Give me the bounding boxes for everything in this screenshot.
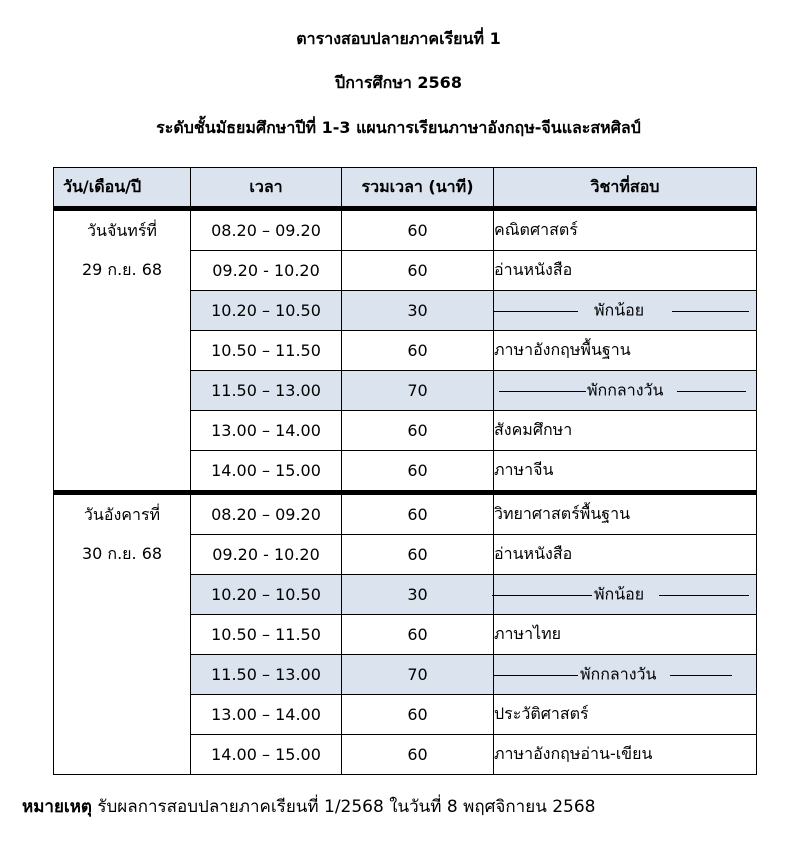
minutes-cell: 70 <box>342 371 494 411</box>
day-group-monday <box>54 209 757 493</box>
break-label: พักน้อย <box>594 584 645 603</box>
break-line-right <box>670 675 732 676</box>
break-line-right <box>672 311 749 312</box>
time-cell: 14.00 – 15.00 <box>191 451 342 493</box>
day-group-tuesday <box>54 493 757 775</box>
minutes-cell: 60 <box>342 331 494 371</box>
time-cell: 13.00 – 14.00 <box>191 411 342 451</box>
subject-cell: อ่านหนังสือ <box>494 535 757 575</box>
table-row <box>54 493 757 535</box>
break-line-left <box>499 391 586 392</box>
time-cell: 09.20 - 10.20 <box>191 535 342 575</box>
break-cell <box>494 291 757 331</box>
academic-year: ปีการศึกษา 2568 <box>335 73 462 92</box>
minutes-cell: 60 <box>342 209 494 251</box>
minutes-cell: 60 <box>342 615 494 655</box>
day-name: วันอังคารที่ <box>83 505 161 524</box>
exam-date: 29 ก.ย. 68 <box>81 260 163 279</box>
minutes-cell: 60 <box>342 451 494 493</box>
minutes-cell: 60 <box>342 535 494 575</box>
subject-cell: อ่านหนังสือ <box>494 251 757 291</box>
day-date-cell <box>54 209 191 493</box>
minutes-cell: 30 <box>342 291 494 331</box>
break-cell <box>494 655 757 695</box>
minutes-cell: 60 <box>342 411 494 451</box>
subject-cell: ภาษาอังกฤษอ่าน-เขียน <box>494 735 757 775</box>
time-cell: 08.20 – 09.20 <box>191 493 342 535</box>
time-cell: 11.50 – 13.00 <box>191 655 342 695</box>
subject-cell: คณิตศาสตร์ <box>494 209 757 251</box>
break-line-left <box>492 595 592 596</box>
time-cell: 13.00 – 14.00 <box>191 695 342 735</box>
break-label: พักกลางวัน <box>587 380 664 399</box>
minutes-cell: 30 <box>342 575 494 615</box>
break-line-left <box>494 311 578 312</box>
time-cell: 08.20 – 09.20 <box>191 209 342 251</box>
subject-cell: สังคมศึกษา <box>494 411 757 451</box>
subject-cell: ภาษาจีน <box>494 451 757 493</box>
break-label: พักน้อย <box>594 300 645 319</box>
break-line-left <box>494 675 578 676</box>
exam-schedule-table <box>53 167 757 775</box>
break-cell <box>494 371 757 411</box>
minutes-cell: 60 <box>342 695 494 735</box>
remark-text: รับผลการสอบปลายภาคเรียนที่ 1/2568 ในวันที่ 8 พฤศจิกายน 2568 <box>91 797 596 817</box>
subject-cell: ภาษาไทย <box>494 615 757 655</box>
subject-cell: ภาษาอังกฤษพื้นฐาน <box>494 331 757 371</box>
break-cell <box>494 575 757 615</box>
table-row <box>54 209 757 251</box>
minutes-cell: 60 <box>342 735 494 775</box>
time-cell: 10.50 – 11.50 <box>191 615 342 655</box>
level-program: ระดับชั้นมัธยมศึกษาปีที่ 1-3 แผนการเรียนภาษาอังกฤษ-จีนและสหศิลป์ <box>156 118 641 137</box>
time-cell: 10.20 – 10.50 <box>191 291 342 331</box>
time-cell: 14.00 – 15.00 <box>191 735 342 775</box>
break-line-right <box>659 595 749 596</box>
col-header-subject: วิชาที่สอบ <box>494 168 757 209</box>
col-header-minutes: รวมเวลา (นาที) <box>342 168 494 209</box>
remark-label: หมายเหตุ <box>22 797 92 817</box>
day-date-cell <box>54 493 191 775</box>
minutes-cell: 60 <box>342 493 494 535</box>
minutes-cell: 60 <box>342 251 494 291</box>
subject-cell: ประวัติศาสตร์ <box>494 695 757 735</box>
day-name: วันจันทร์ที่ <box>87 221 157 240</box>
break-label: พักกลางวัน <box>580 664 657 683</box>
remark <box>22 793 595 820</box>
time-cell: 09.20 - 10.20 <box>191 251 342 291</box>
time-cell: 10.20 – 10.50 <box>191 575 342 615</box>
break-line-right <box>677 391 746 392</box>
time-cell: 10.50 – 11.50 <box>191 331 342 371</box>
subject-cell: วิทยาศาสตร์พื้นฐาน <box>494 493 757 535</box>
time-cell: 11.50 – 13.00 <box>191 371 342 411</box>
table-header-row <box>54 168 757 209</box>
col-header-date: วัน/เดือน/ปี <box>54 168 191 209</box>
exam-date: 30 ก.ย. 68 <box>81 544 163 563</box>
document-title: ตารางสอบปลายภาคเรียนที่ 1 <box>296 29 501 48</box>
col-header-time: เวลา <box>191 168 342 209</box>
minutes-cell: 70 <box>342 655 494 695</box>
